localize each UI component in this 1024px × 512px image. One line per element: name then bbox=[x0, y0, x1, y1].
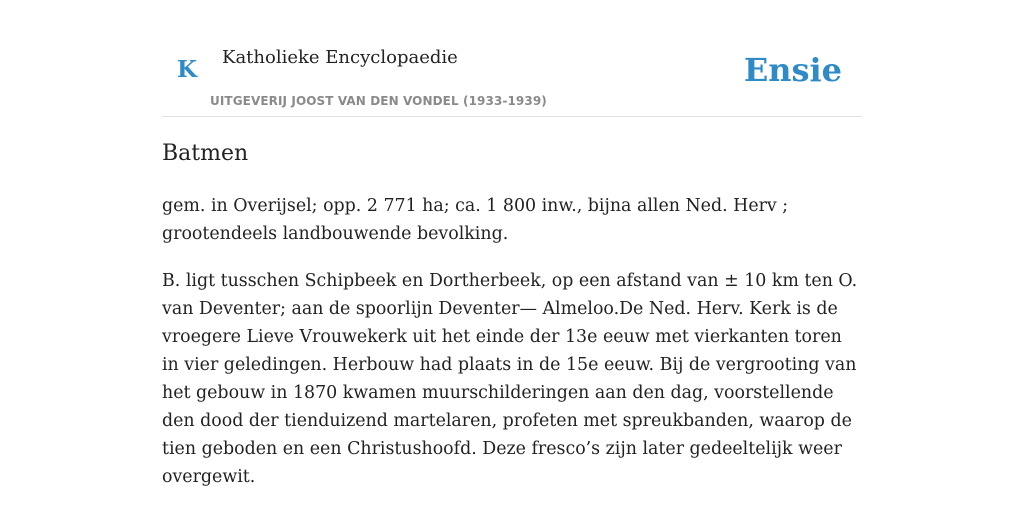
article-paragraph: gem. in Overijsel; opp. 2 771 ha; ca. 1 800 inw., bijna allen Ned. Herv ; grootendeels landbouwende bevolking. bbox=[162, 196, 789, 244]
publisher-subtitle: UITGEVERIJ JOOST VAN DEN VONDEL (1933-1939) bbox=[210, 94, 547, 108]
site-title[interactable]: Katholieke Encyclopaedie bbox=[222, 47, 458, 68]
site-header bbox=[162, 0, 862, 117]
article-title: Batmen bbox=[162, 141, 249, 166]
article-paragraph: B. ligt tusschen Schipbeek en Dortherbeek, op een afstand van ± 10 km ten O. van Deventer; aan de spoorlijn Deventer— Almeloo.De Ned. Herv. Kerk is de vroegere Lieve Vrouwekerk uit het einde der 13e eeuw met vierkanten toren in vier geledingen. Herbouw had plaats in de 15e eeuw. Bij de vergrooting van het gebouw in 1870 kwamen muurschilderingen aan den dag, voorstellende den dood der tienduizend martelaren, profeten met spreukbanden, waarop de tien geboden en een Christushoofd. Deze fresco’s zijn later gedeeltelijk weer overgewit. bbox=[162, 271, 858, 487]
ensie-brand-link[interactable]: Ensie bbox=[743, 51, 842, 89]
encyclopedia-logo-icon[interactable]: K bbox=[177, 56, 197, 83]
article-body bbox=[162, 192, 862, 510]
page-container bbox=[162, 0, 862, 487]
